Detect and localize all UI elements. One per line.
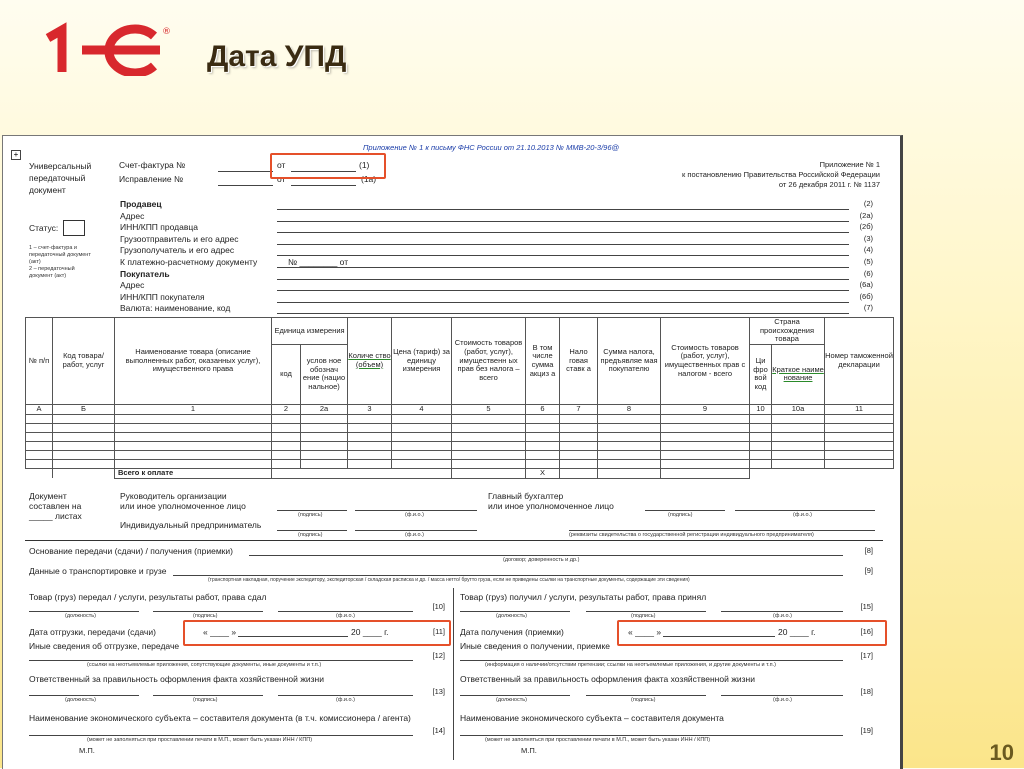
field-label: Адрес <box>120 210 145 221</box>
field-label: Адрес <box>120 280 145 291</box>
appendix-note: Приложение № 1 к постановлению Правительства Российской Федерации от 26 декабря 2011 г. № 1137 <box>682 160 880 189</box>
status-notes: 1 – счет-фактура и передаточный документ (акт) 2 – передаточный документ (акт) <box>29 245 91 279</box>
field-label: Грузополучатель и его адрес <box>120 245 235 256</box>
column-index: 3 <box>348 404 392 414</box>
field-label: Валюта: наименование, код <box>120 303 231 314</box>
top-note: Приложение № 1 к письму ФНС России от 21.10.2013 № ММВ-20-3/96@ <box>363 143 620 152</box>
upd-document: + Приложение № 1 к письму ФНС России от 21.10.2013 № ММВ-20-3/96@ Универсальный передаточный документ Счет-фактура № от (1) Исправление № от (1а) Приложение № 1 к постановлению Правительства Российской Федерации от 26 декабря 2011 г. № 1137 Статус: 1 – счет-фактура и передаточный документ (акт) 2 – передаточный документ (акт) Продавец (2) Адрес (2а) ИНН/КПП продавца (2б) Грузоотправитель и его адрес (3) Грузополучатель и его адрес (4) К платежно-расчетному документу № ________ от (5) Покупатель (6) Адрес (6а) ИНН/КПП покупателя (6б) Валюта: наименование, код (7) № п/п Код товара/ работ, услуг Наименование товара (описание выполненных работ, оказанных услуг), имущественного права Единица измерения Количе ство (объем) Цена (тариф) за единицу измерения Стоимость товаров (работ, услуг), имущественн ых прав без налога – всего В том числе сумма акциз а Нало говая ставк а Сумма налога, предъявляе мая покупателю Стоимость товаров (работ, услуг), имущественных прав с налогом - всего Страна происхождения товара Номер таможенной декларации код услов ное обознач ение (нацио нальное) Ци фро вой код Краткое наиме нование А Б 1 2 2а 3 4 5 6 7 8 9 10 10а 11 Всего к оплате X Документ составлен на _____ листах Руководитель организации или иное уполномоченное лицо (подпись) (ф.и.о.) Главный бухгалтер или иное уполномоченное лицо (подпись) (ф.и.о.) Индивидуальный предприниматель (подпись) (ф.и.о.) (реквизиты свидетельства о государственной регистрации индивидуального предпринимателя) Основание передачи (сдачи) / получения (приемки) [8] (договор; доверенность и др.) Данные о транспортировке и грузе [9] (транспортная накладная, поручение экспедитору, экспедиторская / складская расписка и др. / масса нетто/ брутто груза, если не приведены ссылки на транспортные документы, содержащие эти сведения) Товар (груз) передал / услуги, результаты работ, права сдал [10] (должность) (подпись) (ф.и.о.) Дата отгрузки, передачи (сдачи) « ____ » 20 ____ г. [11] Иные сведения об отгрузке, передаче [12] (ссылки на неотъемлемые приложения, сопутствующие документы, иные документы и т.п.) Ответственный за правильность оформления факта хозяйственной жизни [13] (должность) (подпись) (ф.и.о.) Наименование экономического субъекта – составителя документа (в т.ч. комиссионера / агента) [14] (может не заполняться при проставлении печати в М.П., может быть указан ИНН / КПП) М.П. Товар (груз) получил / услуги, результаты работ, права принял [15] (должность) (подпись) (ф.и.о.) Дата получения (приемки) « ____ » 20 ____ г. [16] Иные сведения о получении, приемке [17] (информация о наличии/отсутствии претензии; ссылки на неотъемлемые приложения, и другие документы и т.п.) Ответственный за правильность оформления факта хозяйственной жизни [18] (должность) (подпись) (ф.и.о.) Наименование экономического субъекта – составителя документа [19] (может не заполняться при проставлении печати в М.П., может быть указан ИНН / КПП) М.П. <box>2 135 903 769</box>
column-index: 4 <box>392 404 452 414</box>
column-index: 6 <box>526 404 560 414</box>
field-code: (2а) <box>859 210 873 220</box>
field-input-line[interactable] <box>277 221 849 222</box>
doc-made-sheets: Документ составлен на _____ листах <box>29 491 82 521</box>
shipment-date-label: Дата отгрузки, передачи (сдачи) <box>29 627 156 637</box>
field-label: ИНН/КПП покупателя <box>120 291 205 302</box>
column-index: 1 <box>115 404 272 414</box>
column-index: 10 <box>750 404 772 414</box>
column-index: А <box>26 404 53 414</box>
field-input-line[interactable] <box>277 232 849 233</box>
field-input-line[interactable] <box>277 313 849 314</box>
field-input-line[interactable] <box>277 255 849 256</box>
left-title: Универсальный передаточный документ <box>29 161 92 195</box>
highlight-receipt-date <box>617 620 887 646</box>
field-input-line[interactable] <box>277 209 849 210</box>
highlight-invoice-date <box>270 153 386 179</box>
field-code: (6а) <box>859 280 873 290</box>
field-label: Покупатель <box>120 268 170 279</box>
goods-table: № п/п Код товара/ работ, услуг Наименование товара (описание выполненных работ, оказанных услуг), имущественного права Единица измерения Количе ство (объем) Цена (тариф) за единицу измерения Стоимость товаров (работ, услуг), имущественн ых прав без налога – всего В том числе сумма акциз а Нало говая ставк а Сумма налога, предъявляе мая покупателю Стоимость товаров (работ, услуг), имущественных прав с налогом - всего Страна происхождения товара Номер таможенной декларации код услов ное обознач ение (нацио нальное) Ци фро вой код Краткое наиме нование А Б 1 2 2а 3 4 5 6 7 8 9 10 10а 11 Всего к оплате X <box>25 317 894 479</box>
column-index: 2 <box>272 404 301 414</box>
field-code: (6) <box>863 268 873 278</box>
column-index: 7 <box>560 404 598 414</box>
field-input-line[interactable] <box>277 290 849 291</box>
field-label: Продавец <box>120 199 162 209</box>
correction-label: Исправление № <box>119 174 184 184</box>
field-input-line[interactable] <box>277 302 849 303</box>
field-code: (2) <box>863 199 873 208</box>
field-code: (4) <box>863 245 873 255</box>
field-code: (2б) <box>859 222 873 232</box>
field-code: (5) <box>863 257 873 266</box>
column-index: 11 <box>825 404 894 414</box>
field-label: ИНН/КПП продавца <box>120 222 198 233</box>
column-index: 9 <box>661 404 750 414</box>
receipt-date-label: Дата получения (приемки) <box>460 627 564 637</box>
column-index: 2а <box>301 404 348 414</box>
1c-logo <box>42 22 172 76</box>
column-index: 8 <box>598 404 661 414</box>
field-code: (6б) <box>859 291 873 301</box>
field-input-line[interactable] <box>277 279 849 280</box>
chief-accountant: Главный бухгалтер или иное уполномоченное лицо <box>488 491 614 511</box>
basis-label: Основание передачи (сдачи) / получения (приемки) <box>29 546 233 556</box>
status-label: Статус: <box>29 223 59 233</box>
svg-text:®: ® <box>162 27 171 37</box>
field-code: (7) <box>863 303 873 313</box>
column-index: Б <box>53 404 115 414</box>
field-code: (3) <box>863 233 873 243</box>
slide-title: Дата УПД <box>207 40 347 73</box>
field-extra: № ________ от <box>288 257 349 267</box>
total-label: Всего к оплате <box>115 468 272 478</box>
expand-icon[interactable]: + <box>11 150 21 160</box>
status-input[interactable] <box>63 220 85 236</box>
field-input-line[interactable] <box>277 244 849 245</box>
column-index: 5 <box>452 404 526 414</box>
ip-label: Индивидуальный предприниматель <box>120 520 262 530</box>
field-label: Грузоотправитель и его адрес <box>120 233 239 244</box>
column-index: 10а <box>772 404 825 414</box>
highlight-shipment-date <box>183 620 451 646</box>
field-label: К платежно-расчетному документу <box>120 257 258 267</box>
invoice-label: Счет-фактура № <box>119 160 186 170</box>
head-of-org: Руководитель организации или иное уполномоченное лицо <box>120 491 246 511</box>
field-input-line[interactable] <box>277 267 849 268</box>
page-number: 10 <box>989 740 1014 765</box>
transport-label: Данные о транспортировке и грузе <box>29 566 167 576</box>
